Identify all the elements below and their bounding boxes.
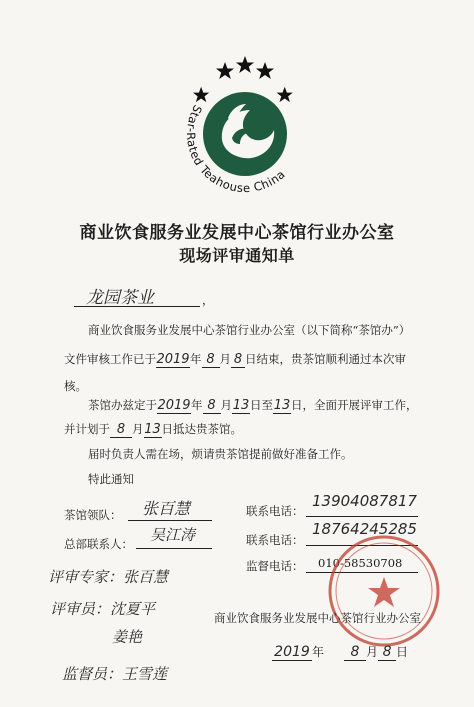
para2-line2 [64, 421, 242, 438]
para1-tail: 日结束，贵茶馆顺利通过本次审 [245, 352, 406, 366]
supervisor-handwritten: 监督员：王雪莲 [62, 665, 168, 683]
leader-label: 茶馆领队： [64, 508, 122, 522]
official-seal-icon [326, 533, 442, 649]
phone-2: 18764245285 [312, 520, 417, 538]
logo-ring-text: Star-Rated Teahouse China [183, 102, 288, 196]
phone-1-underline [306, 516, 418, 517]
contact-name: 吴江涛 [150, 526, 196, 544]
sign-day-label: 日 [396, 645, 409, 659]
sign-day: 8 [378, 644, 396, 661]
para1-line3: 核。 [64, 379, 87, 393]
para2-month-label: 月 [220, 398, 232, 412]
supervise-phone: 010-58530708 [318, 556, 403, 570]
issuer-name: 商业饮食服务业发展中心茶馆行业办公室 [214, 611, 421, 625]
para2-year-label: 年 [191, 398, 203, 412]
phone-label-2: 联系电话： [246, 533, 304, 547]
phone-1: 13904087817 [312, 492, 417, 510]
supervise-label: 监督电话： [246, 559, 304, 573]
sign-year: 2019 [272, 644, 312, 661]
sign-month: 8 [344, 644, 366, 661]
phone-label-1: 联系电话： [246, 504, 304, 518]
page-subtitle: 现场评审通知单 [179, 246, 295, 265]
para2-day1: 13 [232, 398, 250, 413]
para1-line1: 商业饮食服务业发展中心茶馆行业办公室（以下简称“茶馆办”） [88, 323, 411, 337]
teahouse-logo [170, 48, 320, 202]
para1-month-label: 月 [219, 352, 231, 366]
para2-tail: 日，全面开展评审工作， [291, 398, 418, 412]
recipient-name: 龙园茶业 [86, 288, 154, 308]
sign-month-label: 月 [366, 645, 379, 659]
para2-line1 [88, 397, 418, 414]
para2-month: 8 [203, 398, 221, 414]
para3: 届时负责人需在场，烦请贵茶馆提前做好准备工作。 [88, 447, 353, 461]
para2-month2: 8 [110, 422, 132, 438]
recipient-underline [74, 306, 200, 307]
contact-underline [136, 548, 212, 549]
para1-month: 8 [202, 352, 220, 368]
sign-date [272, 643, 408, 661]
contact-label: 总部联系人： [64, 537, 133, 551]
leader-name: 张百慧 [142, 499, 191, 518]
reviewer-handwritten-1: 评审员：沈夏平 [50, 600, 156, 618]
expert-handwritten: 评审专家：张百慧 [48, 568, 169, 586]
para2-mid: 日至 [250, 398, 273, 412]
reviewer-handwritten-2: 姜艳 [112, 628, 143, 646]
para2-prefix: 茶馆办兹定于 [88, 398, 157, 412]
recipient-suffix: ， [202, 293, 214, 307]
para1-line2 [64, 351, 406, 368]
special-notice: 特此通知 [88, 472, 134, 486]
page-title: 商业饮食服务业发展中心茶馆行业办公室 [79, 223, 395, 243]
para1-prefix: 文件审核工作已于 [64, 352, 156, 366]
para2-year: 2019 [157, 398, 191, 413]
para2-month2-label: 月 [132, 422, 144, 436]
para2-line2-tail: 日抵达贵茶馆。 [161, 422, 242, 436]
para1-year-label: 年 [190, 352, 202, 366]
sign-year-label: 年 [312, 645, 325, 659]
para1-year: 2019 [156, 352, 190, 367]
star-rated-teahouse-logo-icon [170, 48, 320, 198]
para1-day: 8 [231, 352, 245, 368]
para2-day3: 13 [144, 422, 161, 437]
para2-line2-prefix: 并计划于 [64, 422, 110, 436]
leader-underline [128, 520, 212, 521]
para2-day2: 13 [273, 398, 291, 413]
